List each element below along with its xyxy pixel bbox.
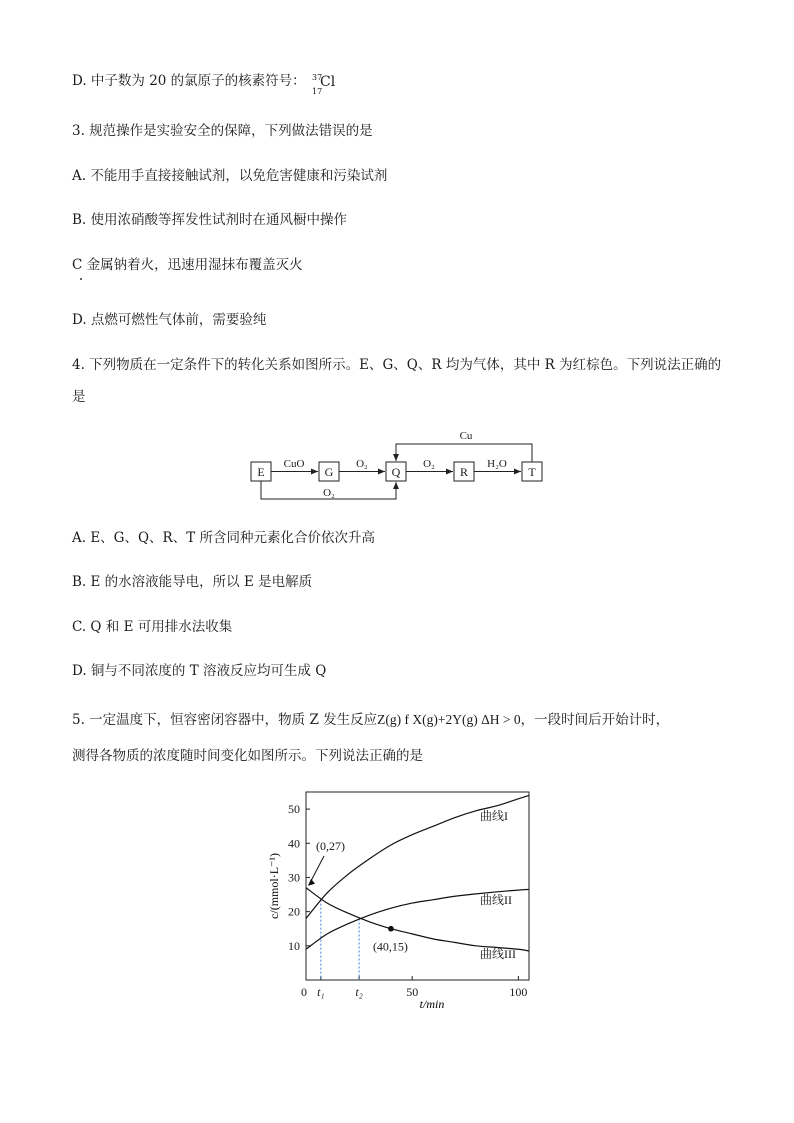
q5-concentration-chart [260, 786, 540, 1016]
edge-label-cuo: CuO [283, 458, 305, 470]
x-tick-label: t₂ [355, 985, 363, 999]
point-40-15 [388, 926, 394, 932]
series-label-3: 曲线III [480, 947, 516, 961]
q2-option-d-text: D. 中子数为 20 的氯原子的核素符号： [72, 73, 306, 89]
q3-stem: 3. 规范操作是实验安全的保障，下列做法错误的是 [72, 123, 373, 139]
q5-stem-b: ，一段时间后开始计时， [520, 712, 670, 728]
stray-dot [80, 278, 82, 280]
annotation-arrowhead [308, 879, 315, 886]
node-g: G [324, 465, 334, 479]
series-label-2: 曲线II [480, 893, 512, 907]
x-tick-label: 100 [509, 985, 528, 999]
q2-option-d [72, 71, 336, 96]
annotation-0-27: (0,27) [316, 839, 345, 853]
q5-reaction-equation: Z(g) f X(g)+2Y(g) ΔH > 0 [377, 712, 521, 727]
edge-label-h2o: H₂O [487, 458, 507, 470]
y-tick-label: 40 [288, 836, 300, 851]
node-q: Q [391, 465, 401, 479]
q5-stem-a: 5. 一定温度下，恒容密闭容器中，物质 Z 发生反应 [72, 712, 378, 728]
q3-option-b: B. 使用浓硝酸等挥发性试剂时在通风橱中操作 [72, 212, 348, 228]
node-t: T [528, 465, 536, 479]
q4-stem: 4. 下列物质在一定条件下的转化关系如图所示。E、G、Q、R 均为气体，其中 R 为红棕色。下列说法正确的是 [72, 357, 722, 405]
q4-option-a: A. E、G、Q、R、T 所含同种元素化合价依次升高 [72, 530, 375, 546]
edge-label-o2-q-r: O₂ [423, 458, 435, 470]
x-tick-label: t₁ [317, 985, 325, 999]
q4-option-b: B. E 的水溶液能导电，所以 E 是电解质 [72, 574, 313, 590]
annotation-40-15: (40,15) [372, 939, 408, 954]
element-symbol: Cl [319, 73, 336, 90]
q4-option-d: D. 铜与不同浓度的 T 溶液反应均可生成 Q [72, 663, 327, 679]
series-label-1: 曲线I [480, 809, 508, 823]
x-axis-label: t/min [419, 997, 445, 1011]
y-tick-label: 10 [288, 938, 300, 953]
q3-option-a: A. 不能用手直接接触试剂，以免危害健康和污染试剂 [72, 168, 388, 184]
edge-t-q [396, 444, 532, 462]
edge-label-o2-e-q: O₂ [323, 487, 335, 499]
atomic-number: 17 [311, 86, 323, 96]
node-r: R [459, 465, 469, 479]
y-tick-label: 20 [288, 904, 300, 919]
q4-option-c: C. Q 和 E 可用排水法收集 [72, 619, 233, 635]
q3-option-c: C 金属钠着火，迅速用湿抹布覆盖灭火 [72, 257, 303, 273]
x-tick-label: 50 [406, 985, 419, 999]
edge-label-o2-g-q: O₂ [356, 458, 368, 470]
q5-stem-c: 测得各物质的浓度随时间变化如图所示。下列说法正确的是 [72, 748, 423, 764]
mass-number: 37 [311, 72, 323, 82]
y-tick-label: 30 [288, 870, 300, 885]
y-axis-label: c/(mmol·L⁻¹) [267, 853, 281, 919]
y-tick-label: 50 [288, 802, 300, 817]
q4-conversion-diagram [240, 424, 560, 510]
chlorine-nuclide-symbol [310, 72, 336, 96]
q5-stem-line1 [72, 710, 669, 730]
node-e: E [257, 465, 265, 479]
q3-option-d: D. 点燃可燃性气体前，需要验纯 [72, 312, 267, 328]
edge-label-cu: Cu [459, 430, 473, 442]
x-tick-label: 0 [301, 985, 307, 999]
